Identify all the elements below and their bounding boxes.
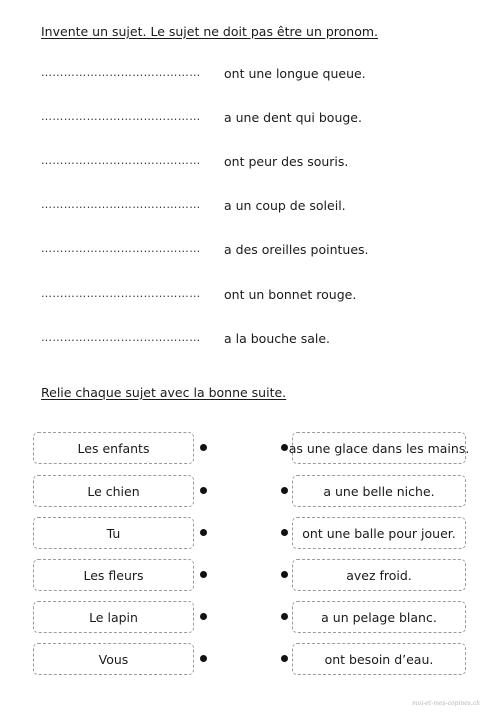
- match-row: [33, 475, 467, 509]
- suite-box: as une glace dans les mains.: [292, 432, 466, 464]
- exercise2-instruction: Relie chaque sujet avec la bonne suite.: [41, 385, 287, 400]
- blank-line[interactable]: ……………………………………: [41, 198, 201, 211]
- connector-dot[interactable]: [200, 613, 207, 620]
- suite-box: a une belle niche.: [292, 475, 466, 507]
- sentence-ending: a des oreilles pointues.: [224, 242, 369, 257]
- match-row: [33, 559, 467, 593]
- fill-row: [41, 287, 461, 305]
- sentence-ending: a un coup de soleil.: [224, 198, 346, 213]
- suite-box: ont une balle pour jouer.: [292, 517, 466, 549]
- subject-box: Les fleurs: [33, 559, 194, 591]
- blank-line[interactable]: ……………………………………: [41, 66, 201, 79]
- match-row: [33, 643, 467, 677]
- subject-box: Les enfants: [33, 432, 194, 464]
- sentence-ending: ont peur des souris.: [224, 154, 349, 169]
- fill-row: [41, 242, 461, 260]
- suite-box: avez froid.: [292, 559, 466, 591]
- subject-box: Le chien: [33, 475, 194, 507]
- connector-dot[interactable]: [281, 571, 288, 578]
- fill-row: [41, 66, 461, 84]
- subject-box: Tu: [33, 517, 194, 549]
- connector-dot[interactable]: [281, 613, 288, 620]
- blank-line[interactable]: ……………………………………: [41, 242, 201, 255]
- connector-dot[interactable]: [200, 655, 207, 662]
- connector-dot[interactable]: [281, 655, 288, 662]
- subject-box: Vous: [33, 643, 194, 675]
- fill-row: [41, 198, 461, 216]
- sentence-ending: a une dent qui bouge.: [224, 110, 362, 125]
- watermark: moi-et-mes-copines.ch: [412, 700, 480, 707]
- connector-dot[interactable]: [200, 571, 207, 578]
- connector-dot[interactable]: [200, 487, 207, 494]
- blank-line[interactable]: ……………………………………: [41, 287, 201, 300]
- connector-dot[interactable]: [200, 529, 207, 536]
- exercise1-instruction: Invente un sujet. Le sujet ne doit pas être un pronom.: [41, 24, 379, 39]
- sentence-ending: ont un bonnet rouge.: [224, 287, 357, 302]
- sentence-ending: ont une longue queue.: [224, 66, 366, 81]
- match-row: [33, 432, 470, 466]
- subject-box: Le lapin: [33, 601, 194, 633]
- fill-row: [41, 331, 461, 349]
- fill-row: [41, 110, 461, 128]
- connector-dot[interactable]: [281, 487, 288, 494]
- fill-row: [41, 154, 461, 172]
- sentence-ending: a la bouche sale.: [224, 331, 331, 346]
- connector-dot[interactable]: [281, 529, 288, 536]
- blank-line[interactable]: ……………………………………: [41, 154, 201, 167]
- suite-box: ont besoin d’eau.: [292, 643, 466, 675]
- blank-line[interactable]: ……………………………………: [41, 331, 201, 344]
- connector-dot[interactable]: [281, 444, 288, 451]
- match-row: [33, 517, 467, 551]
- blank-line[interactable]: ……………………………………: [41, 110, 201, 123]
- suite-box: a un pelage blanc.: [292, 601, 466, 633]
- connector-dot[interactable]: [200, 444, 207, 451]
- match-row: [33, 601, 467, 635]
